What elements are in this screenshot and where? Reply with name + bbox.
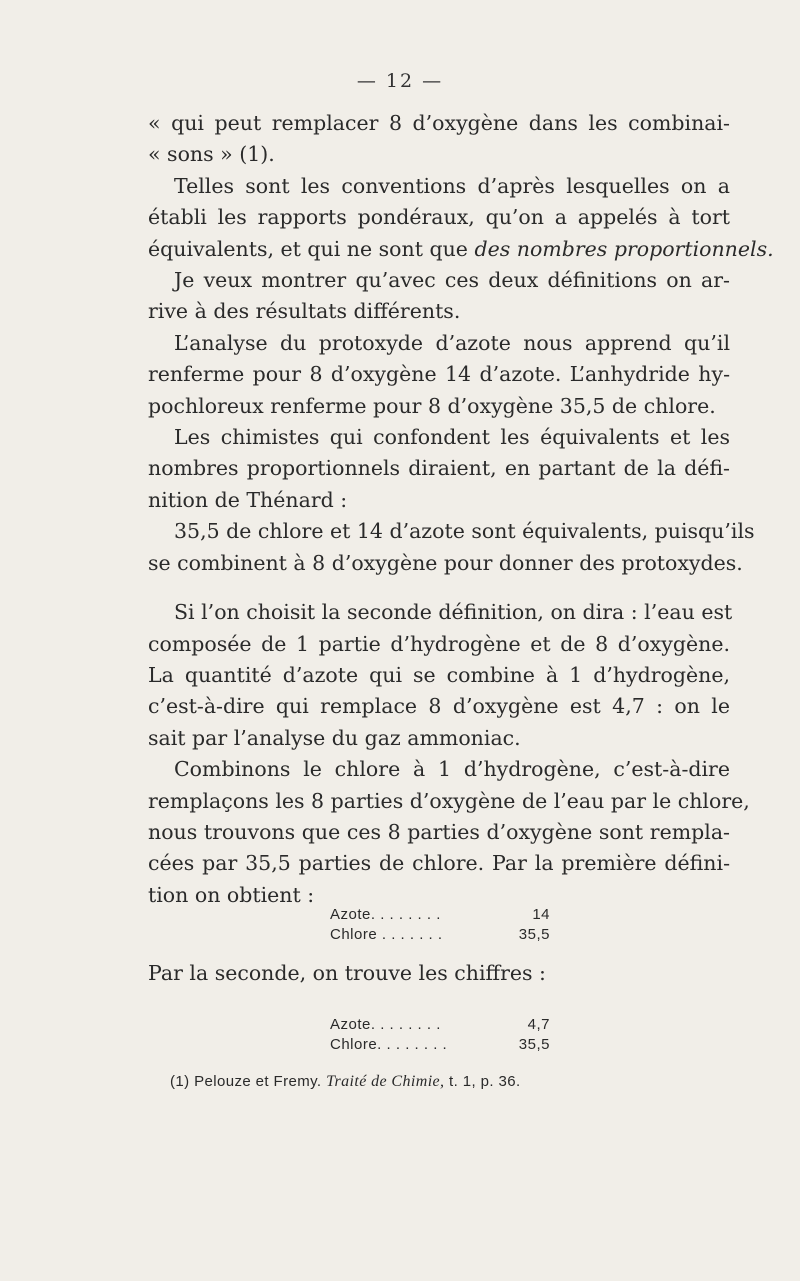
text-line-content: rive à des résultats différents.	[148, 299, 461, 324]
text-line-content: L’analyse du protoxyde d’azote nous apprend qu’il	[174, 330, 730, 355]
result-table-second-definition	[330, 1015, 550, 1055]
text-line	[148, 817, 730, 848]
text-line	[148, 548, 743, 579]
text-line	[148, 516, 755, 547]
text-line	[148, 265, 730, 296]
element-value: 35,5	[518, 1036, 550, 1053]
text-line	[148, 754, 730, 785]
table-row	[330, 1015, 550, 1035]
footnote	[170, 1073, 521, 1091]
text-line	[148, 391, 730, 422]
text-line-content: c’est-à-dire qui remplace 8 d’oxygène est 4,7 : on le	[148, 694, 730, 719]
text-line	[148, 108, 730, 139]
element-label: Azote. . . . . . . .	[330, 1016, 441, 1033]
text-line	[148, 597, 733, 628]
text-line-content: nombres proportionnels diraient, en partant de la défi-	[148, 456, 730, 481]
text-line	[148, 139, 730, 170]
body-text	[148, 108, 774, 911]
text-line-content: Telles sont les conventions d’après lesquelles on a	[174, 173, 730, 198]
text-line-content: Si l’on choisit la seconde définition, on dira : l’eau est	[174, 600, 733, 625]
table-row	[330, 925, 550, 945]
paragraph-gap	[148, 579, 730, 597]
element-value: 4,7	[527, 1016, 550, 1033]
result-table-first-definition	[330, 905, 550, 945]
text-line	[148, 723, 730, 754]
text-line-content: Je veux montrer qu’avec ces deux définitions on ar-	[174, 268, 730, 293]
text-line	[148, 328, 730, 359]
text-line-content: 35,5 de chlore et 14 d’azote sont équivalents, puisqu’ils	[174, 519, 755, 544]
text-line-content: « qui peut remplacer 8 d’oxygène dans les combinai-	[148, 111, 730, 135]
text-line-content: « sons » (1).	[148, 142, 275, 167]
text-line-content: équivalents, et qui ne sont que	[148, 236, 468, 261]
footnote-suffix: t. 1, p. 36.	[449, 1073, 521, 1090]
footnote-title: Traité de Chimie,	[326, 1073, 445, 1090]
text-line-content: nous trouvons que ces 8 parties d’oxygène sont rempla-	[148, 819, 730, 844]
text-line	[148, 485, 730, 516]
text-line	[148, 848, 730, 879]
text-line	[148, 453, 730, 484]
element-label: Azote. . . . . . . .	[330, 906, 441, 923]
text-line-content: Les chimistes qui confondent les équivalents et les	[174, 425, 730, 450]
paragraph-line: Par la seconde, on trouve les chiffres :	[148, 961, 546, 985]
text-line-content: pochloreux renferme pour 8 d’oxygène 35,5 de chlore.	[148, 393, 716, 418]
text-line-content: remplaçons les 8 parties d’oxygène de l’eau par le chlore,	[148, 788, 750, 813]
text-line	[148, 660, 730, 691]
emphasized-text: des nombres proportionnels.	[474, 236, 774, 261]
text-line-content: La quantité d’azote qui se combine à 1 d’hydrogène,	[148, 662, 730, 687]
text-line-content: composée de 1 partie d’hydrogène et de 8 d’oxygène.	[148, 631, 730, 656]
text-line	[148, 786, 750, 817]
page-number: — 12 —	[356, 70, 444, 92]
table-row	[330, 905, 550, 925]
text-line	[148, 422, 730, 453]
text-line-content: tion on obtient :	[148, 882, 315, 907]
text-line-content: Combinons le chlore à 1 d’hydrogène, c’est-à-dire	[174, 757, 730, 782]
element-value: 14	[532, 906, 550, 923]
text-line-content: renferme pour 8 d’oxygène 14 d’azote. L’anhydride hy-	[148, 362, 730, 387]
text-line-content: nition de Thénard :	[148, 487, 348, 512]
text-line	[148, 202, 730, 233]
text-line	[148, 171, 730, 202]
text-line	[148, 629, 730, 660]
element-label: Chlore . . . . . . .	[330, 926, 443, 943]
element-value: 35,5	[518, 926, 550, 943]
element-label: Chlore. . . . . . . .	[330, 1036, 448, 1053]
table-row	[330, 1035, 550, 1055]
footnote-prefix: (1) Pelouze et Fremy.	[170, 1073, 322, 1090]
text-line	[148, 359, 730, 390]
text-line-content: cées par 35,5 parties de chlore. Par la première défini-	[148, 851, 730, 876]
text-line	[148, 234, 774, 265]
text-line-content: sait par l’analyse du gaz ammoniac.	[148, 725, 521, 750]
text-line-content: établi les rapports pondéraux, qu’on a appelés à tort	[148, 205, 730, 230]
text-line	[148, 691, 730, 722]
text-line-content: se combinent à 8 d’oxygène pour donner des protoxydes.	[148, 550, 743, 575]
text-line	[148, 296, 730, 327]
